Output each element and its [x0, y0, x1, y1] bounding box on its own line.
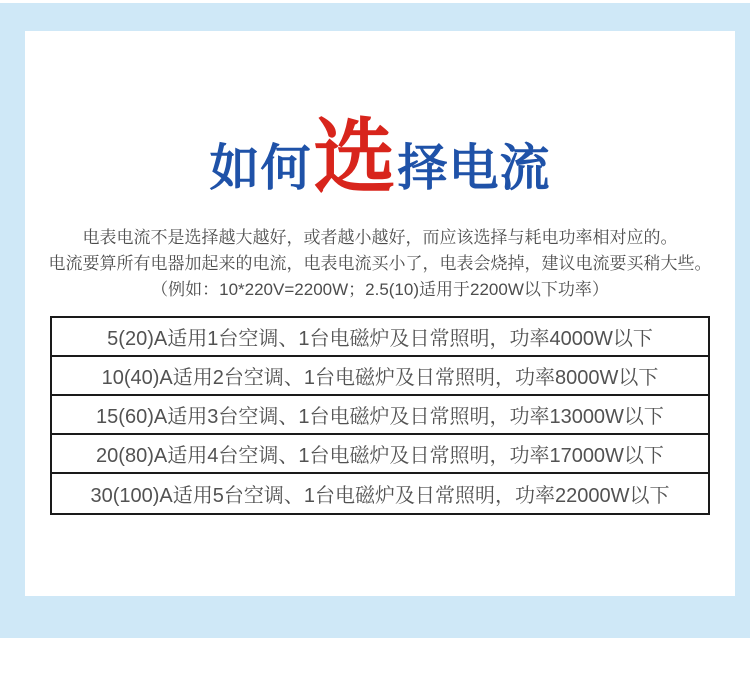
table-row	[52, 474, 708, 513]
power-table	[50, 316, 710, 515]
row-label: 15(60)A适用3台空调、1台电磁炉及日常照明，功率13000W以下	[96, 406, 664, 428]
title-highlight: 选	[313, 112, 396, 203]
description-line-2: 电流要算所有电器加起来的电流，电表电流买小了，电表会烧掉，建议电流要买稍大些。	[48, 254, 712, 273]
row-label: 5(20)A适用1台空调、1台电磁炉及日常照明，功率4000W以下	[107, 328, 653, 350]
table-row	[52, 357, 708, 396]
row-label: 30(100)A适用5台空调、1台电磁炉及日常照明，功率22000W以下	[90, 485, 670, 507]
row-label: 20(80)A适用4台空调、1台电磁炉及日常照明，功率17000W以下	[96, 445, 664, 467]
description	[25, 225, 735, 303]
row-label: 10(40)A适用2台空调、1台电磁炉及日常照明，功率8000W以下	[101, 367, 659, 389]
content-card	[25, 31, 735, 596]
table-row	[52, 396, 708, 435]
table-row	[52, 318, 708, 357]
title-suffix: 择电流	[397, 140, 551, 196]
table-row	[52, 435, 708, 474]
page-title	[25, 112, 735, 203]
description-line-1: 电表电流不是选择越大越好，或者越小越好，而应该选择与耗电功率相对应的。	[82, 228, 678, 247]
description-line-3: （例如：10*220V=2200W；2.5(10)适用于2200W以下功率）	[151, 280, 609, 299]
title-prefix: 如何	[209, 140, 312, 196]
